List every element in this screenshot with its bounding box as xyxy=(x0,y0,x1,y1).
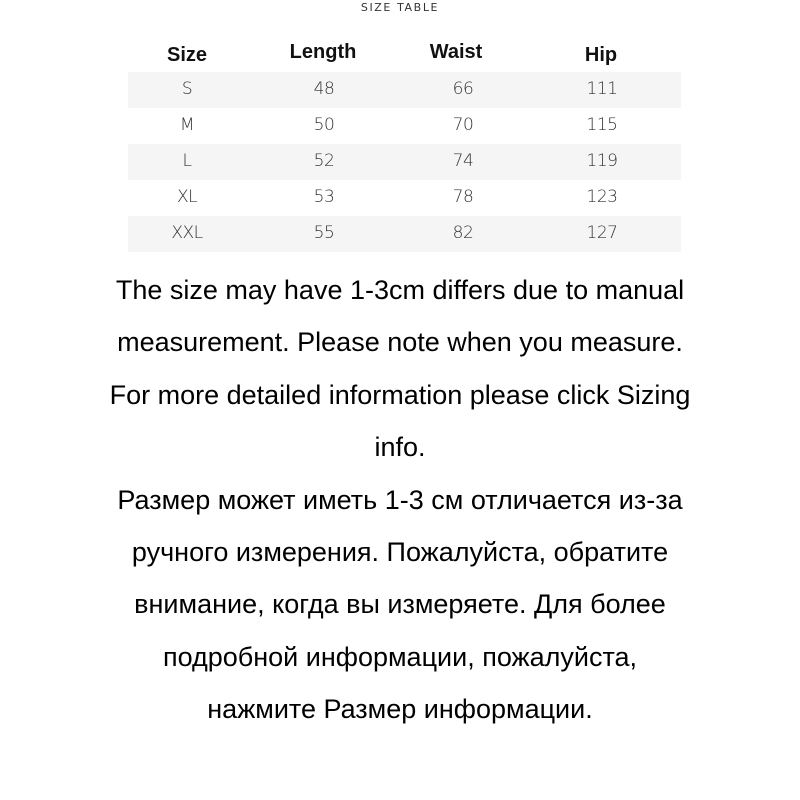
cell-hip: 127 xyxy=(586,223,618,243)
note-line-en-2: measurement. Please note when you measure. xyxy=(117,327,683,358)
table-row xyxy=(128,144,681,180)
cell-waist: 82 xyxy=(452,223,474,243)
table-header-row xyxy=(128,38,681,72)
size-table xyxy=(128,38,681,252)
size-table-title: SIZE TABLE xyxy=(360,1,440,14)
column-header-waist: Waist xyxy=(429,41,483,63)
note-line-ru-3: внимание, когда вы измеряете. Для более xyxy=(134,589,666,620)
column-header-hip: Hip xyxy=(584,44,618,66)
cell-hip: 115 xyxy=(586,115,618,135)
note-line-en-4: info. xyxy=(374,432,426,463)
column-header-size: Size xyxy=(166,44,208,66)
note-line-en-1: The size may have 1-3cm differs due to manual xyxy=(115,275,685,305)
cell-length: 48 xyxy=(313,79,335,99)
cell-waist: 74 xyxy=(452,151,474,171)
table-row xyxy=(128,72,681,108)
note-line-ru-1: Размер может иметь 1-3 см отличается из-за xyxy=(117,484,683,515)
table-row xyxy=(128,180,681,216)
cell-size: L xyxy=(182,151,192,171)
cell-hip: 111 xyxy=(586,79,618,99)
cell-size: S xyxy=(181,79,193,99)
cell-waist: 78 xyxy=(452,187,474,207)
cell-waist: 66 xyxy=(452,79,474,99)
cell-size: XL xyxy=(176,187,198,207)
note-line-en-3: For more detailed information please click Sizing xyxy=(109,379,691,410)
cell-length: 53 xyxy=(313,187,335,207)
cell-hip: 123 xyxy=(586,187,618,207)
cell-length: 52 xyxy=(313,151,335,171)
cell-waist: 70 xyxy=(452,115,474,135)
note-line-ru-4: подробной информации, пожалуйста, xyxy=(162,641,638,672)
table-row xyxy=(128,108,681,144)
column-header-length: Length xyxy=(289,41,357,63)
cell-length: 55 xyxy=(313,223,335,243)
cell-size: M xyxy=(179,115,195,135)
cell-hip: 119 xyxy=(586,151,618,171)
size-notes xyxy=(40,264,760,736)
cell-size: XXL xyxy=(171,223,203,243)
note-line-ru-2: ручного измерения. Пожалуйста, обратите xyxy=(131,537,669,568)
cell-length: 50 xyxy=(313,115,335,135)
note-line-ru-5: нажмите Размер информации. xyxy=(207,694,593,725)
table-row xyxy=(128,216,681,252)
